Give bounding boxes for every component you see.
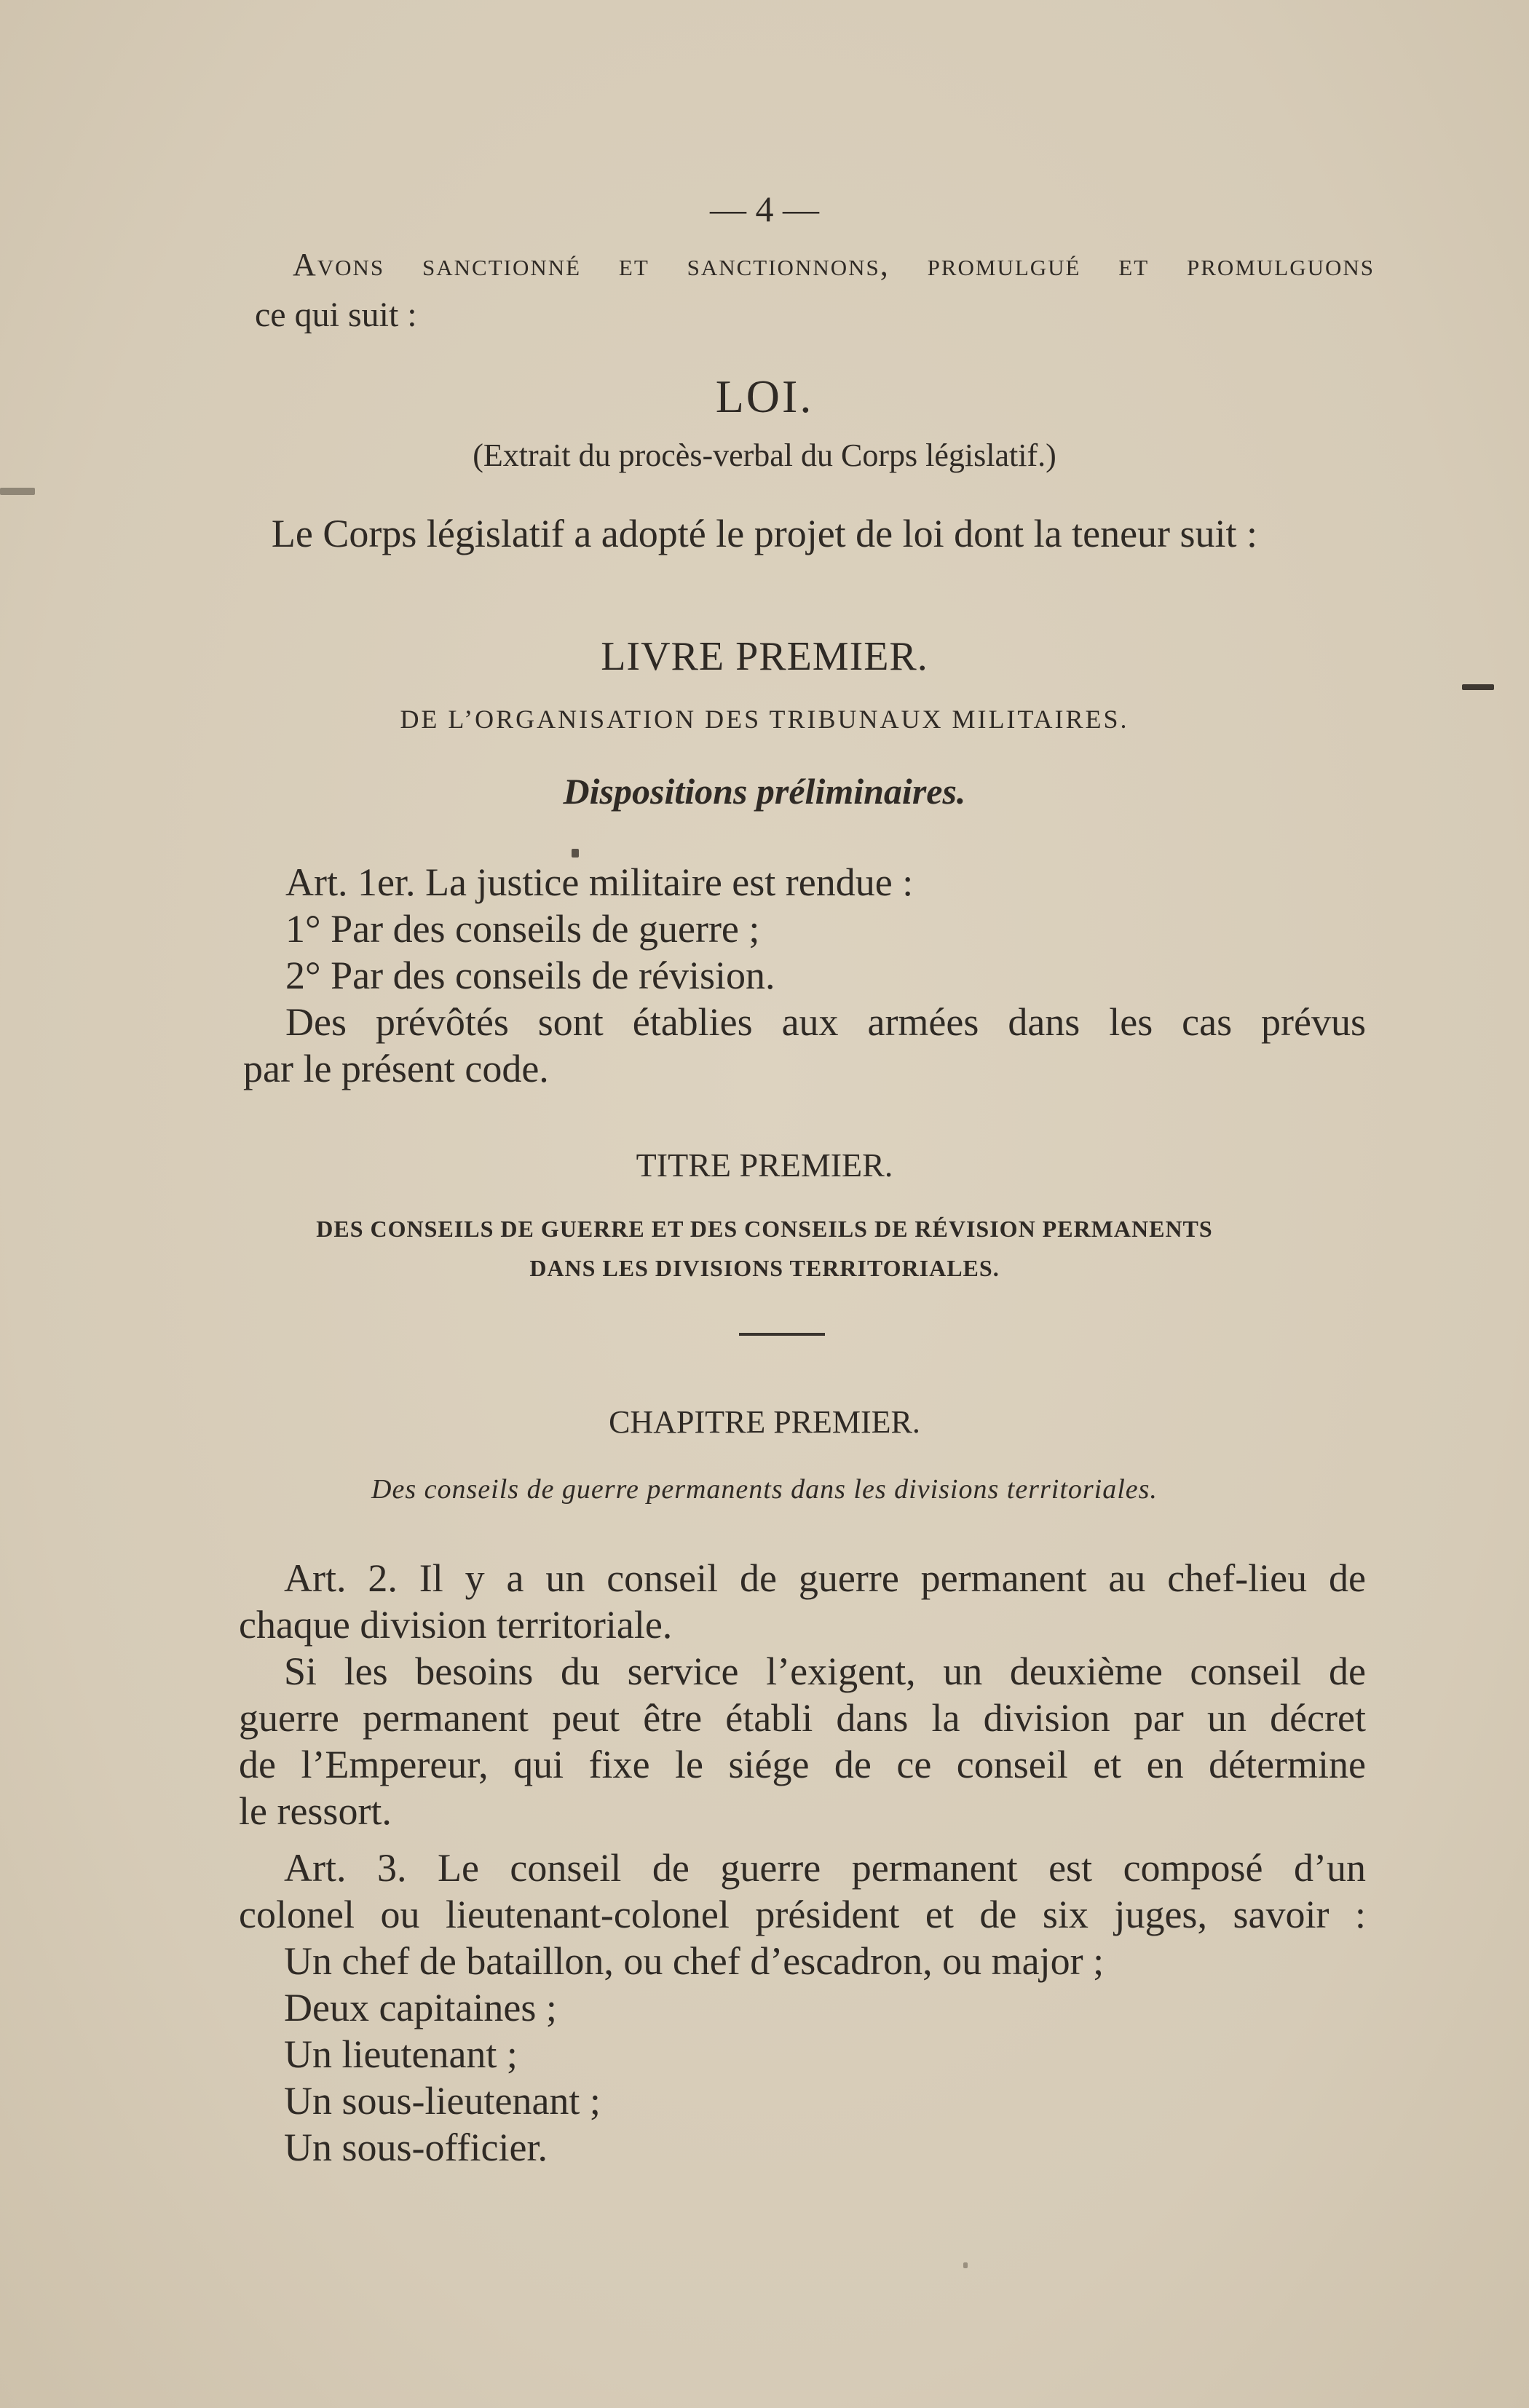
art3-line-4: Deux capitaines ; — [284, 1986, 557, 2029]
art2-line-6: le ressort. — [239, 1789, 392, 1833]
margin-mark-right — [1462, 684, 1494, 690]
art2-line-4: guerre permanent peut être établi dans la division par un décret — [239, 1696, 1366, 1740]
paper-speck — [572, 849, 579, 858]
titre-subtitle-line-2: DANS LES DIVISIONS TERRITORIALES. — [529, 1255, 1000, 1281]
livre-subtitle: DE L’ORGANISATION DES TRIBUNAUX MILITAIRES. — [400, 705, 1129, 734]
art2-line-3: Si les besoins du service l’exigent, un deuxième conseil de — [284, 1649, 1366, 1693]
titre-title: TITRE PREMIER. — [636, 1146, 893, 1184]
chapitre-subtitle: Des conseils de guerre permanents dans les divisions territoriales. — [371, 1474, 1158, 1505]
art1-line-3: 2° Par des conseils de révision. — [285, 954, 775, 997]
art3-line-5: Un lieutenant ; — [284, 2032, 518, 2076]
art1-line-1: Art. 1er. La justice militaire est rendue : — [285, 860, 914, 904]
art3-line-1: Art. 3. Le conseil de guerre permanent est composé d’un — [284, 1846, 1366, 1890]
titre-subtitle-line-1: DES CONSEILS DE GUERRE ET DES CONSEILS DE RÉVISION PERMANENTS — [316, 1216, 1213, 1242]
loi-title: LOI. — [715, 371, 814, 422]
art2-line-2: chaque division territoriale. — [239, 1603, 673, 1647]
extrait-note: (Extrait du procès-verbal du Corps législatif.) — [473, 437, 1056, 473]
adoption-text: Le Corps législatif a adopté le projet de loi dont la teneur suit : — [271, 512, 1258, 555]
preamble-line-2: ce qui suit : — [255, 296, 417, 334]
art1-line-4: Des prévôtés sont établies aux armées dans les cas prévus — [285, 1000, 1366, 1044]
chapitre-title: CHAPITRE PREMIER. — [609, 1404, 920, 1440]
art1-line-2: 1° Par des conseils de guerre ; — [285, 907, 760, 951]
page-number: — 4 — — [710, 189, 819, 229]
art1-line-5: par le présent code. — [243, 1047, 549, 1090]
margin-mark-left — [0, 488, 35, 495]
paper-speck — [963, 2262, 968, 2268]
art2-line-1: Art. 2. Il y a un conseil de guerre permanent au chef-lieu de — [284, 1556, 1366, 1600]
livre-title: LIVRE PREMIER. — [601, 634, 928, 679]
preamble-line-1: Avons sanctionné et sanctionnons, promulgué et promulguons — [293, 247, 1375, 282]
section-divider — [739, 1333, 825, 1336]
art3-line-3: Un chef de bataillon, ou chef d’escadron, ou major ; — [284, 1939, 1105, 1983]
art3-line-6: Un sous-lieutenant ; — [284, 2079, 601, 2123]
section-heading: Dispositions préliminaires. — [563, 771, 966, 812]
art3-line-2: colonel ou lieutenant-colonel président et de six juges, savoir : — [239, 1893, 1366, 1936]
art3-line-7: Un sous-officier. — [284, 2126, 548, 2169]
art2-line-5: de l’Empereur, qui fixe le siége de ce conseil et en détermine — [239, 1743, 1366, 1786]
